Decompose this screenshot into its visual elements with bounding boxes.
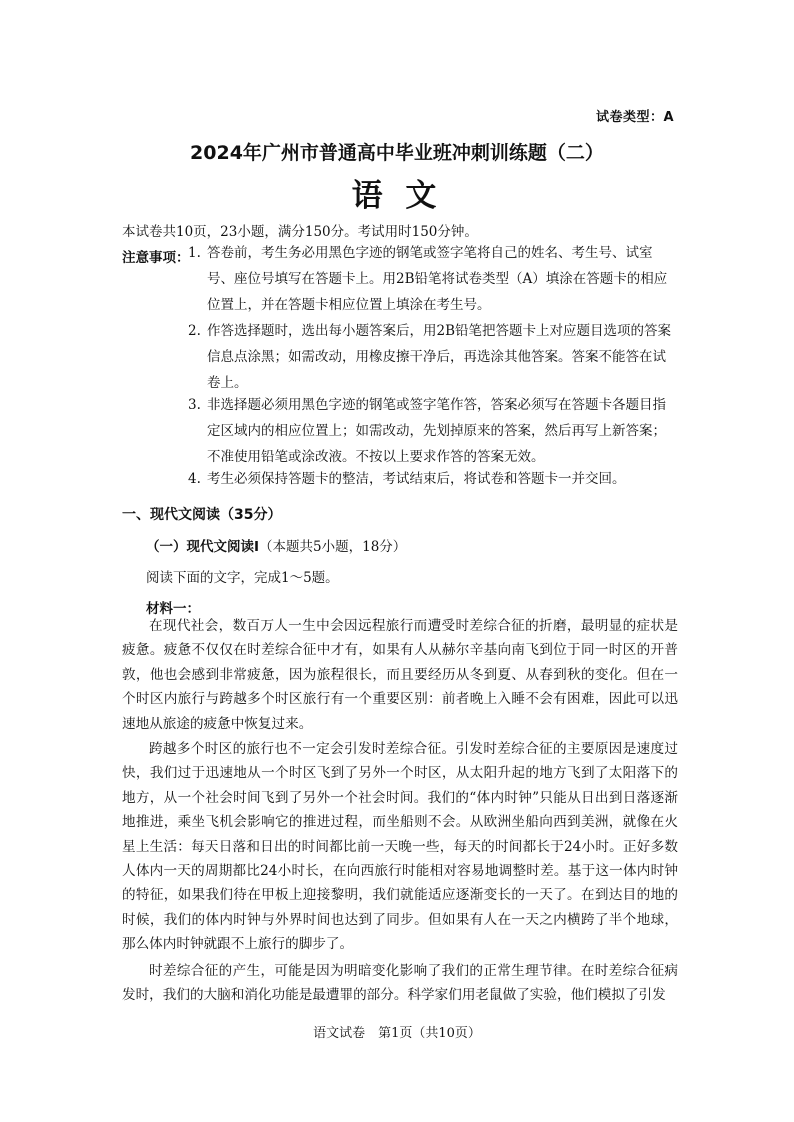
page-footer: 语文试卷 第1页（共10页）: [313, 1026, 481, 1041]
note-number: 3.: [188, 397, 201, 413]
section-heading: 一、现代文阅读（35分）: [122, 507, 282, 523]
subject-title: 语 文: [351, 178, 443, 214]
body-paragraph: 在现代社会，数百万人一生中会因远程旅行而遭受时差综合征的折磨，最明显的症状是疲惫。疲惫不仅仅在时差综合征中才有，如果有人从赫尔辛基向南飞到位于同一时区的开普敦，他也会感到非常疲惫，因为旅程很长，而且要经历从冬到夏、从春到秋的变化。但在一个时区内旅行与跨越多个时区旅行有一个重要区别：前者晚上入睡不会有困难，因此可以迅速地从旅途的疲惫中恢复过来。: [122, 618, 678, 732]
note-text: 考生必须保持答题卡的整洁，考试结束后，将试卷和答题卡一并交回。: [207, 471, 626, 487]
notes-label: 注意事项：: [122, 250, 190, 266]
note-number: 4.: [188, 471, 201, 487]
subsection-heading: [146, 535, 406, 555]
note-text: 答卷前，考生务必用黑色字迹的钢笔或签字笔将自己的姓名、考生号、试室号、座位号填写在答题卡上。用2B铅笔将试卷类型（A）填涂在答题卡的相应位置上，并在答题卡相应位置上填涂在考生号。: [207, 245, 668, 313]
paper-type-label: 试卷类型：A: [595, 110, 674, 125]
reading-instruction: 阅读下面的文字，完成1～5题。: [146, 570, 339, 586]
note-item: [188, 392, 676, 470]
body-paragraph: 时差综合征的产生，可能是因为明暗变化影响了我们的正常生理节律。在时差综合征病发时，我们的大脑和消化功能是最遭罪的部分。科学家们用老鼠做了实验，他们模拟了引发: [122, 963, 678, 1004]
subsection-note: （本题共5小题，18分）: [259, 539, 407, 555]
note-item: [188, 318, 676, 396]
body-paragraph: 跨越多个时区的旅行也不一定会引发时差综合征。引发时差综合征的主要原因是速度过快，我们过于迅速地从一个时区飞到了另外一个时区，从太阳升起的地方飞到了太阳落下的地方，从一个社会时间飞到了另外一个社会时间。我们的“体内时钟”只能从日出到日落逐渐地推进，乘坐飞机会影响它的推进过程，而坐船则不会。从欧洲坐船向西到美洲，就像在火星上生活：每天日落和日出的时间都比前一天晚一些，每天的时间都长于24小时。正好多数人体内一天的周期都比24小时长，在向西旅行时能相对容易地调整时差。基于这一体内时钟的特征，如果我们待在甲板上迎接黎明，我们就能适应逐渐变长的一天了。在到达目的地的时候，我们的体内时钟与外界时间也达到了同步。但如果有人在一天之内横跨了半个地球，那么体内时钟就跟不上旅行的脚步了。: [122, 741, 678, 953]
exam-intro: 本试卷共10页，23小题，满分150分。考试用时150分钟。: [122, 224, 478, 240]
material-label: 材料一：: [146, 601, 200, 617]
note-number: 2.: [188, 323, 201, 339]
note-item: [188, 466, 676, 492]
note-number: 1.: [188, 245, 201, 261]
exam-title: 2024年广州市普通高中毕业班冲刺训练题（二）: [190, 142, 604, 164]
subsection-title: （一）现代文阅读Ⅰ: [146, 539, 260, 555]
note-text: 作答选择题时，选出每小题答案后，用2B铅笔把答题卡上对应题目选项的答案信息点涂黑；如需改动，用橡皮擦干净后，再选涂其他答案。答案不能答在试卷上。: [207, 323, 672, 391]
note-text: 非选择题必须用黑色字迹的钢笔或签字笔作答，答案必须写在答题卡各题目指定区域内的相应位置上；如需改动，先划掉原来的答案，然后再写上新答案；不准使用铅笔或涂改液。不按以上要求作答的答案无效。: [207, 397, 666, 465]
note-item: [188, 240, 676, 318]
